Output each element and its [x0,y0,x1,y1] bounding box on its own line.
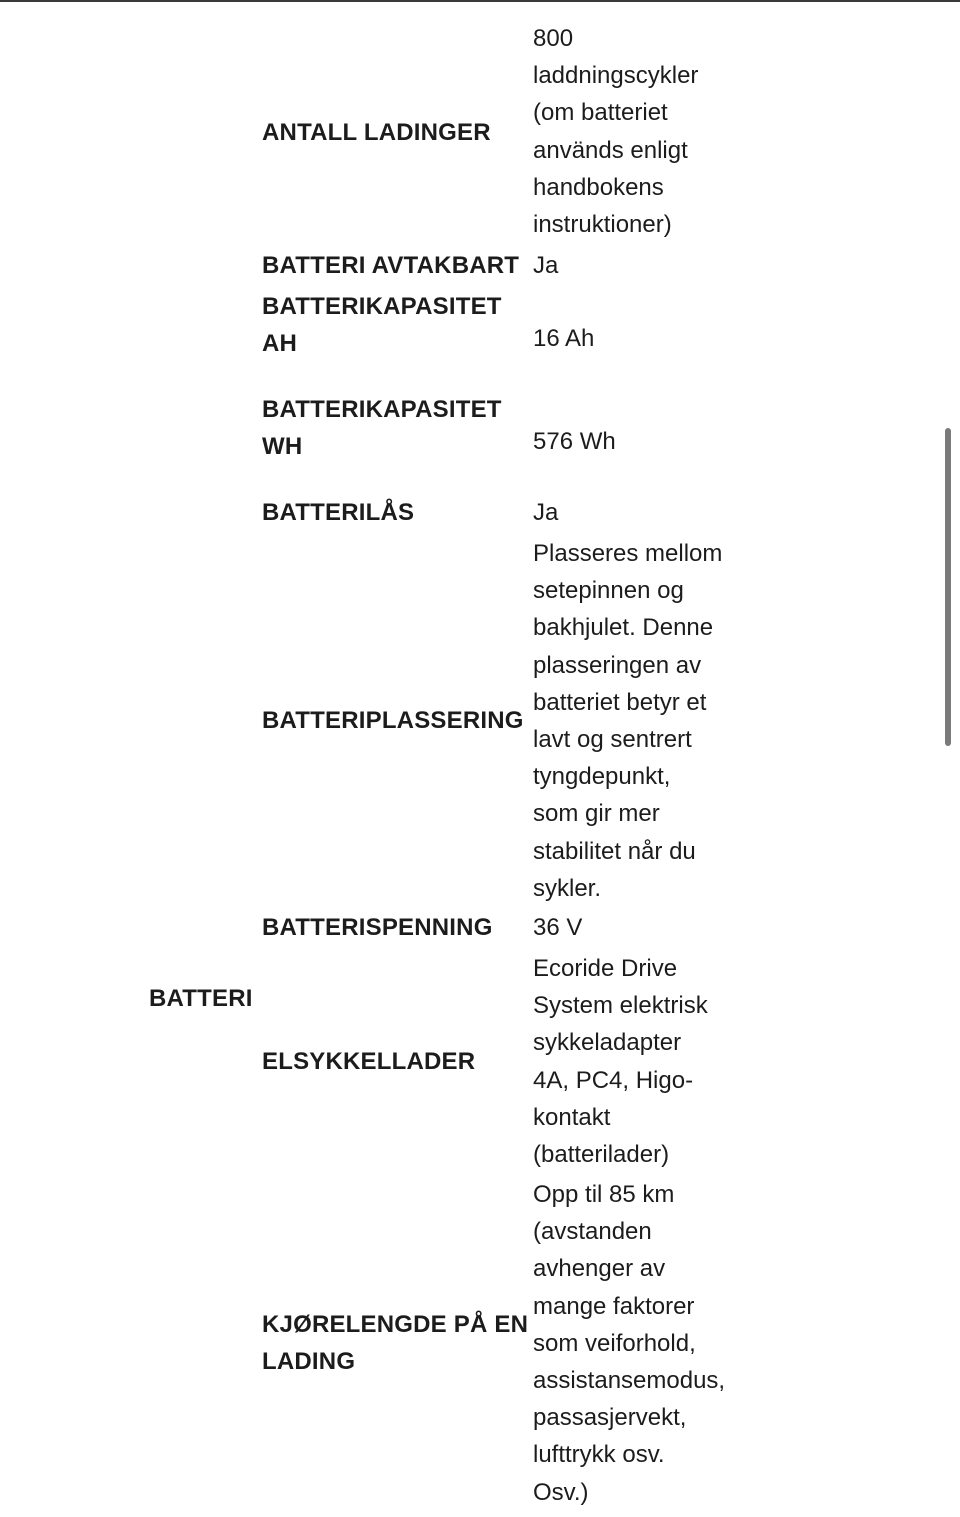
spec-key: BATTERIKAPASITET WH [262,396,502,460]
spec-value: 36 V [533,914,583,941]
spec-value: 800 laddningscykler (om batteriet används enligt handbokens instruktioner) [533,25,699,239]
top-divider [0,0,960,2]
vertical-scrollbar[interactable] [945,428,951,746]
spec-value: Ja [533,252,559,279]
spec-key: BATTERIKAPASITET AH [262,293,502,357]
spec-key: ANTALL LADINGER [262,119,491,146]
spec-key: BATTERISPENNING [262,914,493,941]
spec-key: BATTERIPLASSERING [262,707,524,734]
spec-value: Opp til 85 km (avstanden avhenger av mange faktorer som veiforhold, assistansemodus, passasjervekt, lufttrykk osv. Osv.) [533,1181,726,1506]
spec-key: KJØRELENGDE PÅ EN LADING [262,1311,529,1375]
spec-value: Ja [533,499,559,526]
spec-value: 576 Wh [533,428,616,455]
spec-value: 16 Ah [533,325,595,352]
group-label-batteri: BATTERI [149,985,253,1012]
spec-value: Ecoride Drive System elektrisk sykkeladapter 4A, PC4, Higo- kontakt (batterilader) [533,955,708,1169]
spec-key: ELSYKKELLADER [262,1048,476,1075]
spec-value: Plasseres mellom setepinnen og bakhjulet. Denne plasseringen av batteriet betyr et lavt og sentrert tyngdepunkt, som gir mer stabilitet når du sykler. [533,540,723,902]
spec-key: BATTERILÅS [262,499,415,526]
spec-key: BATTERI AVTAKBART [262,252,520,279]
